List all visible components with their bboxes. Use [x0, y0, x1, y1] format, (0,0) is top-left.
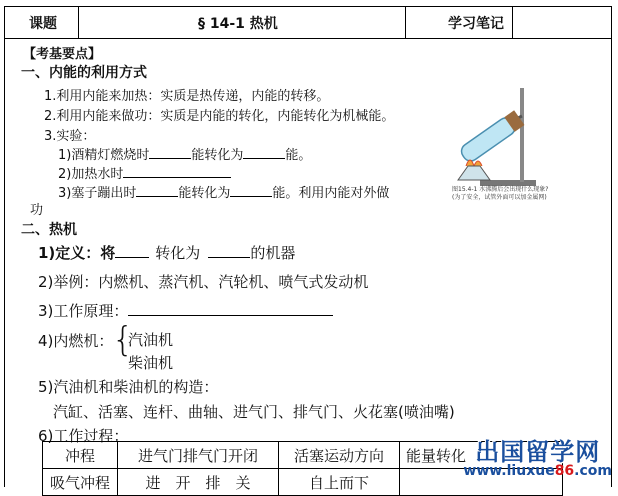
table-header-cell: 能量转化: [400, 442, 563, 469]
header-col-divider: [405, 6, 406, 38]
definition-text-b: 转化为: [155, 244, 201, 262]
definition-line: [38, 242, 295, 263]
header-notes-label: 学习笔记: [448, 16, 504, 32]
site-watermark-logo: [463, 440, 612, 478]
fill-blank[interactable]: [243, 146, 285, 159]
exp3-text-a: 3)塞子蹦出时: [58, 186, 137, 201]
ice-diesel: 柴油机: [128, 354, 174, 372]
watermark-url-b: 86: [554, 463, 575, 479]
table-header-cell: 进气门排气门开闭: [118, 442, 279, 469]
brace-icon: {: [112, 320, 134, 360]
table-cell: 吸气冲程: [43, 469, 118, 496]
exp3-text-c: 能。利用内能对外做: [272, 186, 390, 201]
section1-title: 一、内能的利用方式: [21, 65, 147, 81]
exp1-text-b: 能转化为: [191, 148, 244, 163]
exp1-text-c: 能。: [285, 148, 312, 163]
ice-label: 4)内燃机：: [38, 332, 114, 350]
watermark-url-c: .com: [574, 463, 612, 479]
stand-rod: [520, 88, 524, 182]
exp3-text-b: 能转化为: [178, 186, 231, 201]
table-cell: 进 开 排 关: [118, 469, 279, 496]
experiment-line2: [58, 163, 231, 182]
fill-blank[interactable]: [149, 146, 191, 159]
exp1-text-a: 1)酒精灯燃烧时: [58, 148, 150, 163]
experiment-line3: [58, 182, 389, 201]
test-tube-apparatus-illustration: [452, 82, 542, 188]
principle-label: 3)工作原理：: [38, 302, 129, 320]
test-tube: [458, 110, 524, 164]
section1-item2: 2.利用内能来做功：实质是内能的转化，内能转化为机械能。: [44, 109, 395, 124]
table-header-cell: 活塞运动方向: [279, 442, 400, 469]
parts-line: 汽缸、活塞、连杆、曲轴、进气门、排气门、火花塞(喷油嘴): [53, 403, 455, 421]
watermark-url: [463, 464, 612, 478]
fill-blank[interactable]: [128, 303, 333, 316]
figure-caption: [452, 186, 548, 201]
fill-blank[interactable]: [115, 245, 149, 258]
section2-title: 二、热机: [21, 222, 77, 238]
section1-item3: 3.实验：: [44, 129, 96, 144]
key-points-heading: 【考基要点】: [23, 47, 102, 62]
fill-blank[interactable]: [136, 184, 178, 197]
structure-line: 5)汽油机和柴油机的构造：: [38, 378, 219, 396]
experiment-line1: [58, 144, 311, 163]
header-col-divider: [78, 6, 79, 38]
header-divider: [4, 38, 611, 39]
exp2-text: 2)加热水时: [58, 167, 124, 182]
figure-caption-line1: 图15.4-1 水沸腾后会出现什么现象?: [452, 186, 549, 193]
fill-blank[interactable]: [123, 165, 231, 178]
table-header-cell: 冲程: [43, 442, 118, 469]
table-cell: 自上而下: [279, 469, 400, 496]
definition-text-a: 1)定义：将: [38, 244, 116, 262]
experiment-line3-wrap: 功: [30, 203, 44, 218]
alcohol-lamp: [458, 166, 490, 180]
figure-caption-line2: (为了安全，试管外面可以加金属网): [452, 193, 547, 201]
process-line: 6)工作过程：: [38, 427, 129, 445]
section1-item1: 1.利用内能来加热：实质是热传递，内能的转移。: [44, 89, 330, 104]
ice-gasoline: 汽油机: [128, 331, 174, 349]
header-col-divider: [512, 6, 513, 38]
fill-blank[interactable]: [230, 184, 272, 197]
watermark-url-a: www.liuxue: [463, 463, 555, 479]
watermark-title: 出国留学网: [475, 438, 601, 466]
header-lesson-title: § 14-1 热机: [198, 16, 278, 32]
fill-blank[interactable]: [208, 245, 250, 258]
header-topic-label: 课题: [29, 16, 57, 32]
examples-line: 2)举例：内燃机、蒸汽机、汽轮机、喷气式发动机: [38, 273, 369, 291]
principle-line: [38, 300, 333, 321]
definition-text-c: 的机器: [250, 244, 296, 262]
